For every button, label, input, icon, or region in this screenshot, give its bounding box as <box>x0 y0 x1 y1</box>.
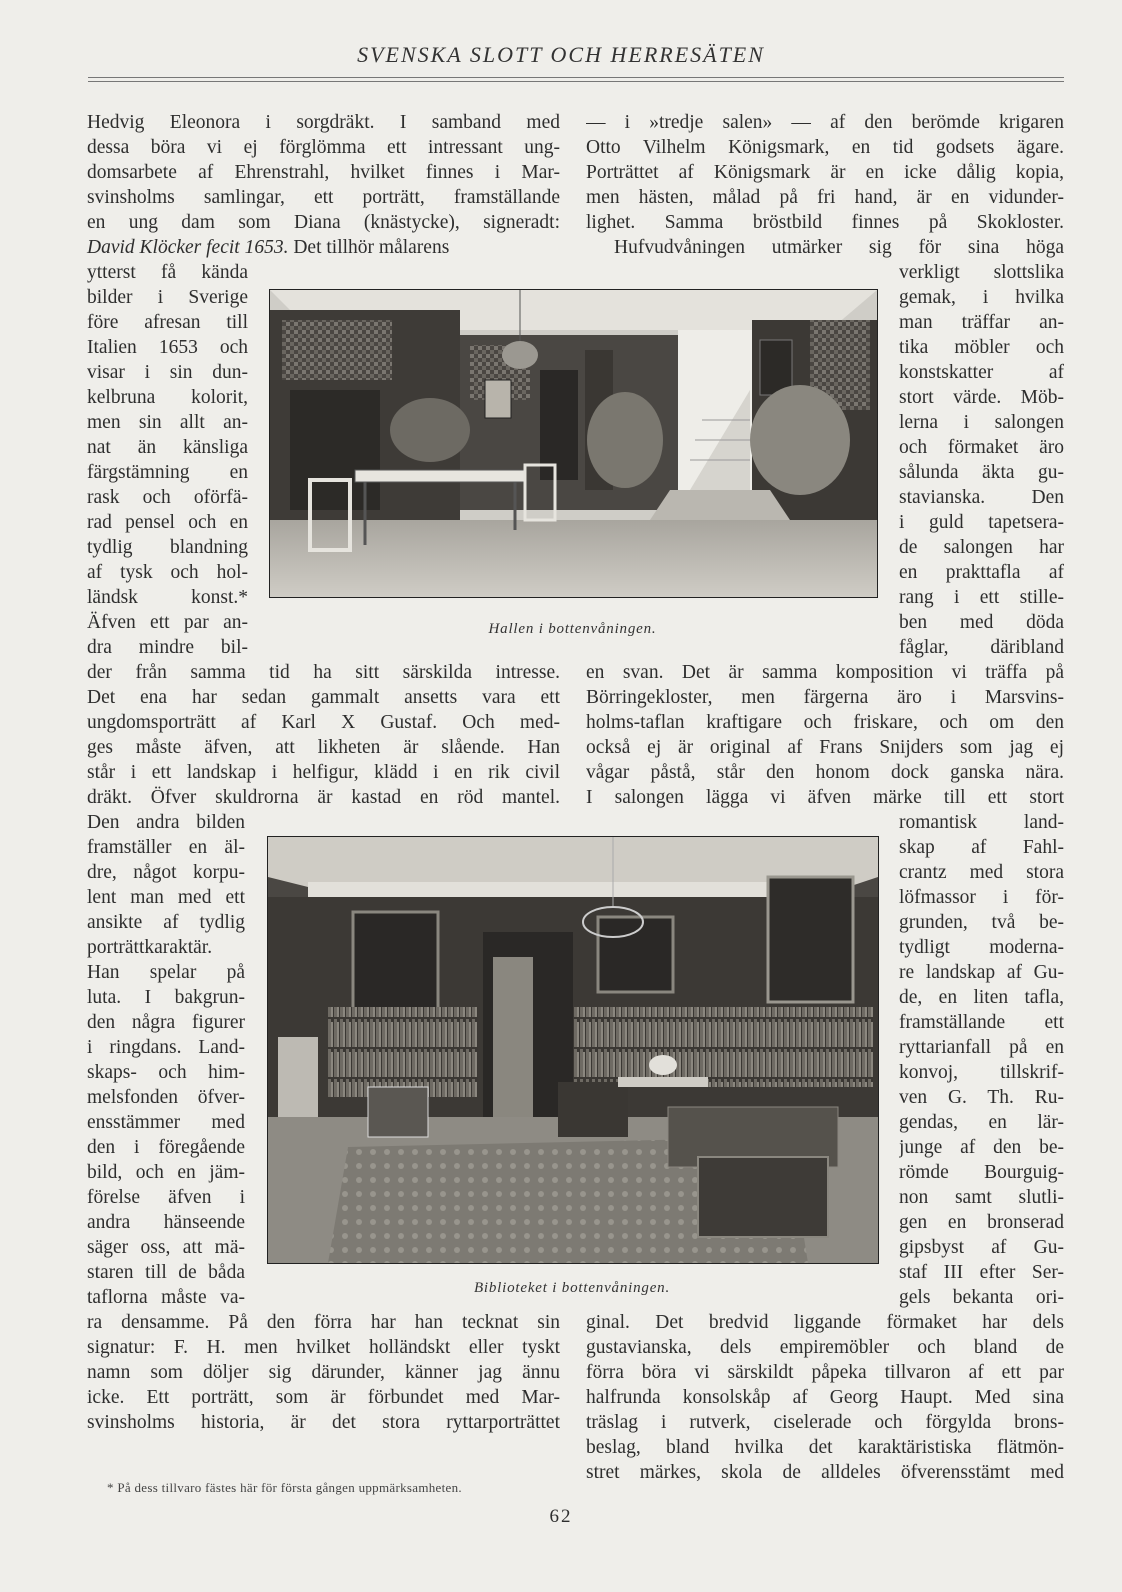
text-line: taflorna måste va- <box>87 1287 245 1308</box>
signature-rest: Det tillhör målarens <box>288 237 450 258</box>
text-line: sålunda äkta gu- <box>899 462 1064 483</box>
photo-library <box>267 836 879 1264</box>
text-line: dessa böra vi ej förglömma ett intressant ung- <box>87 137 560 158</box>
text-line: också ej är original af Frans Snijders som jag ej <box>586 737 1064 758</box>
text-line: Hedvig Eleonora i sorgdräkt. I samband med <box>87 112 560 133</box>
text-line: Hufvudvåningen utmärker sig för sina höga <box>614 237 1064 258</box>
text-line: domsarbete af Ehrenstrahl, hvilket finnes i Mar- <box>87 162 560 183</box>
text-line: en prakttafla af <box>899 562 1064 583</box>
text-line: stavianska. Den <box>899 487 1064 508</box>
header-rule-top <box>88 77 1064 78</box>
text-line: förelse äfven i <box>87 1187 245 1208</box>
text-line: färgstämning en <box>87 462 248 483</box>
text-line: de, en liten tafla, <box>899 987 1064 1008</box>
text-line: svinsholms samlingar, ett porträtt, framställande <box>87 187 560 208</box>
text-line: dräkt. Öfver skuldrorna är kastad en röd mantel. <box>87 787 560 808</box>
text-line: konvoj, tillskrif- <box>899 1062 1064 1083</box>
text-line: gemak, i hvilka <box>899 287 1064 308</box>
text-line: Porträttet af Königsmark är en icke dålig kopia, <box>586 162 1064 183</box>
text-line: ansikte af tydlig <box>87 912 245 933</box>
text-line: dra mindre bil- <box>87 637 248 658</box>
header-rule-bottom <box>88 81 1064 82</box>
text-line: löfmassor i för- <box>899 887 1064 908</box>
text-line: gels bekanta ori- <box>899 1287 1064 1308</box>
text-line: lent man med ett <box>87 887 245 908</box>
text-line: rask och oförfä- <box>87 487 248 508</box>
text-line: andra hänseende <box>87 1212 245 1233</box>
text-line: lighet. Samma bröstbild finnes på Skokloster. <box>586 212 1064 233</box>
text-line: luta. I bakgrun- <box>87 987 245 1008</box>
signature-italic: David Klöcker fecit 1653. <box>87 237 289 258</box>
text-line: Han spelar på <box>87 962 245 983</box>
text-line: holms-taflan kraftigare och friskare, och om den <box>586 712 1064 733</box>
hall-photo-illustration <box>270 290 877 597</box>
text-line: signatur: F. H. men hvilket holländskt eller tyskt <box>87 1337 560 1358</box>
text-line: halfrunda konsolskåp af Georg Haupt. Med sina <box>586 1387 1064 1408</box>
text-line: ven G. Th. Ru- <box>899 1087 1064 1108</box>
text-line: beslag, bland hvilka det karaktäristiska flätmön- <box>586 1437 1064 1458</box>
text-line: tydlig blandning <box>87 537 248 558</box>
text-line: grunden, två be- <box>899 912 1064 933</box>
text-line: I salongen lägga vi äfven märke till ett stort <box>586 787 1064 808</box>
text-line: de salongen har <box>899 537 1064 558</box>
text-line: Äfven ett par an- <box>87 612 248 633</box>
text-line: ben med döda <box>899 612 1064 633</box>
text-line: non samt slutli- <box>899 1187 1064 1208</box>
text-line: Det ena har sedan gammalt ansetts vara ett <box>87 687 560 708</box>
text-line: visar i sin dun- <box>87 362 248 383</box>
text-line: den i föregående <box>87 1137 245 1158</box>
text-line: säger oss, att mä- <box>87 1237 245 1258</box>
text-line: men sin allt an- <box>87 412 248 433</box>
text-line: skaps- och him- <box>87 1062 245 1083</box>
text-line: ginal. Det bredvid liggande förmaket har dels <box>586 1312 1064 1333</box>
text-line: fåglar, däribland <box>899 637 1064 658</box>
text-line: staren till de båda <box>87 1262 245 1283</box>
text-line: i ringdans. Land- <box>87 1037 245 1058</box>
text-line: den några figurer <box>87 1012 245 1033</box>
text-line: dre, något korpu- <box>87 862 245 883</box>
text-line: verkligt slottslika <box>899 262 1064 283</box>
text-line: tika möbler och <box>899 337 1064 358</box>
text-line: framställer en äl- <box>87 837 245 858</box>
photo-hall <box>269 289 878 598</box>
text-line: — i »tredje salen» — af den berömde krigaren <box>586 112 1064 133</box>
text-line: junge af den be- <box>899 1137 1064 1158</box>
text-line: ryttarianfall på en <box>899 1037 1064 1058</box>
text-line: gendas, en lär- <box>899 1112 1064 1133</box>
footnote: * På dess tillvaro fästes här för första gången uppmärksamheten. <box>107 1480 462 1495</box>
text-line: icke. Ett porträtt, som är förbundet med Mar- <box>87 1387 560 1408</box>
text-line: Italien 1653 och <box>87 337 248 358</box>
text-line: gustavianska, dels empiremöbler och bland de <box>586 1337 1064 1358</box>
text-line: der från samma tid ha sitt särskilda intresse. <box>87 662 560 683</box>
text-line: gen en bronserad <box>899 1212 1064 1233</box>
text-line: melsfonden öfver- <box>87 1087 245 1108</box>
text-line: förra böra vi särskildt påpeka tillvaron af ett par <box>586 1362 1064 1383</box>
text-line: porträttkaraktär. <box>87 937 213 958</box>
text-line: nat än känsliga <box>87 437 248 458</box>
text-line: stort värde. Möb- <box>899 387 1064 408</box>
text-line: Den andra bilden <box>87 812 245 833</box>
text-line: namn som döljer sig därunder, känner jag ännu <box>87 1362 560 1383</box>
text-line: svinsholms historia, är det stora ryttarporträttet <box>87 1412 560 1433</box>
text-line: en ung dam som Diana (knästycke), signeradt: <box>87 212 560 233</box>
text-line: rad pensel och en <box>87 512 248 533</box>
text-line: gipsbyst af Gu- <box>899 1237 1064 1258</box>
text-line: bilder i Sverige <box>87 287 248 308</box>
text-line: stret märkes, skola de alldeles öfverensstämt med <box>586 1462 1064 1483</box>
text-line: ungdomsporträtt af Karl X Gustaf. Och med- <box>87 712 560 733</box>
text-line: Börringekloster, men färgerna äro i Marsvins- <box>586 687 1064 708</box>
text-line: ra densamme. På den förra har han tecknat sin <box>87 1312 560 1333</box>
caption-library: Biblioteket i bottenvåningen. <box>473 1280 671 1296</box>
text-line: ländsk konst.* <box>87 587 248 608</box>
text-line: tydligt moderna- <box>899 937 1064 958</box>
text-line: en svan. Det är samma komposition vi träffa på <box>586 662 1064 683</box>
text-line: römde Bourguig- <box>899 1162 1064 1183</box>
text-line: bild, och en jäm- <box>87 1162 245 1183</box>
text-line: kelbruna kolorit, <box>87 387 248 408</box>
text-line: men hästen, målad på fri hand, är en vidunder- <box>586 187 1064 208</box>
text-line: af tysk och hol- <box>87 562 248 583</box>
text-line: re landskap af Gu- <box>899 962 1064 983</box>
text-line: ges måste äfven, att likheten är slående. Han <box>87 737 560 758</box>
text-line: rang i ett stille- <box>899 587 1064 608</box>
page-number: 62 <box>549 1506 573 1527</box>
text-line: före afresan till <box>87 312 248 333</box>
text-line: staf III efter Ser- <box>899 1262 1064 1283</box>
signature-line <box>87 235 560 260</box>
text-line: ytterst få kända <box>87 262 248 283</box>
text-line: ensstämmer med <box>87 1112 245 1133</box>
text-line: träslag i rutverk, ciselerade och förgylda brons- <box>586 1412 1064 1433</box>
caption-hall: Hallen i bottenvåningen. <box>488 621 657 637</box>
text-line: i guld tapetsera- <box>899 512 1064 533</box>
library-photo-illustration <box>268 837 878 1263</box>
text-line: vågar påstå, står den honom dock ganska nära. <box>586 762 1064 783</box>
text-line: Otto Vilhelm Königsmark, en tid godsets ägare. <box>586 137 1064 158</box>
text-line: skap af Fahl- <box>899 837 1064 858</box>
text-line: och förmaket äro <box>899 437 1064 458</box>
text-line: man träffar an- <box>899 312 1064 333</box>
text-line: romantisk land- <box>899 812 1064 833</box>
text-line: crantz med stora <box>899 862 1064 883</box>
text-line: framställande ett <box>899 1012 1064 1033</box>
running-header: SVENSKA SLOTT OCH HERRESÄTEN <box>357 42 765 67</box>
text-line: konstskatter af <box>899 362 1064 383</box>
text-line: står i ett landskap i helfigur, klädd i en rik civil <box>87 762 560 783</box>
text-line: lerna i salongen <box>899 412 1064 433</box>
